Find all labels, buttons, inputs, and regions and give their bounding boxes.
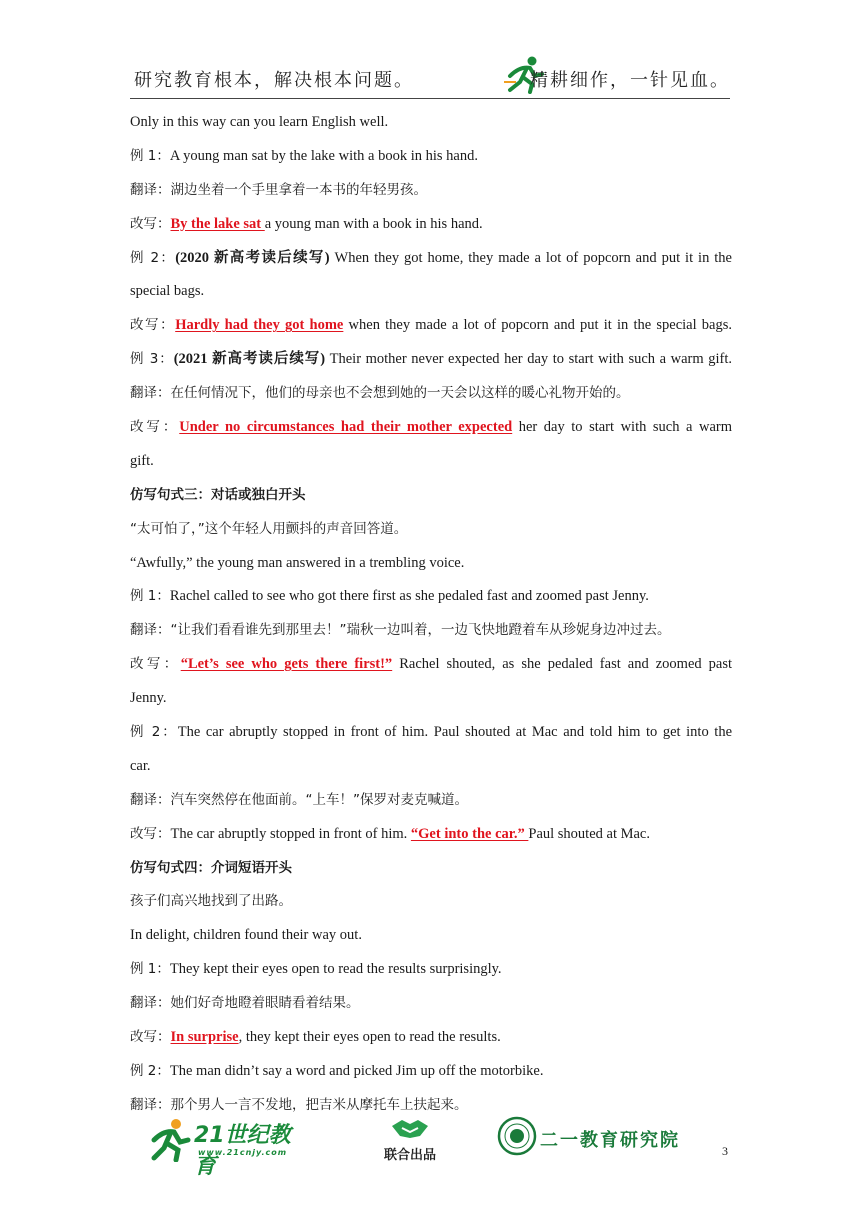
highlighted-rewrite: Under no circumstances had their mother expected	[179, 419, 513, 436]
runner-icon	[150, 1116, 192, 1162]
text-run: Rachel called to see who got there first as she pedaled fast and zoomed past Jenny.	[169, 588, 649, 605]
text-line	[130, 479, 732, 513]
21cnjy-logo	[150, 1116, 310, 1179]
text-run: “太可怕了，”这个年轻人用颤抖的声音回答道。	[130, 520, 408, 537]
text-run: 例 2：	[130, 249, 176, 266]
text-line	[130, 242, 732, 276]
text-line	[130, 682, 732, 716]
text-line	[130, 1021, 732, 1055]
text-run: Paul shouted at Mac.	[528, 825, 650, 842]
text-run: 翻译：“让我们看看谁先到那里去！”瑞秋一边叫着，一边飞快地蹬着车从珍妮身边冲过去。	[130, 622, 671, 639]
text-run: 翻译：她们好奇地瞪着眼睛看着结果。	[130, 995, 360, 1012]
text-run: special bags.	[130, 283, 205, 300]
text-line	[130, 140, 732, 174]
text-run: 翻译：那个男人一言不发地，把吉米从摩托车上扶起来。	[130, 1096, 468, 1113]
text-line	[130, 648, 732, 682]
text-run: 孩子们高兴地找到了出路。	[130, 893, 292, 910]
highlighted-rewrite: “Get into the car.”	[410, 825, 529, 842]
highlighted-rewrite: “Let’s see who gets there first!”	[180, 656, 393, 673]
text-line	[130, 547, 732, 581]
institute-seal-icon	[497, 1116, 537, 1156]
text-line	[130, 275, 732, 309]
highlighted-rewrite: In surprise	[170, 1029, 239, 1046]
text-line	[130, 309, 732, 343]
text-line	[130, 106, 732, 140]
text-line	[130, 208, 732, 242]
text-run: 翻译：汽车突然停在他面前。“上车！”保罗对麦克喊道。	[130, 791, 468, 808]
logo-text: 21世纪教育	[194, 1123, 291, 1179]
text-run: 改写：	[130, 1029, 171, 1046]
text-run: 例 1：	[130, 961, 170, 978]
text-line	[130, 750, 732, 784]
text-line	[130, 580, 732, 614]
text-run: , they kept their eyes open to read the results.	[238, 1029, 501, 1046]
text-run: 翻译：在任何情况下，他们的母亲也不会想到她的一天会以这样的暖心礼物开始的。	[130, 385, 630, 402]
text-run: In delight, children found their way out.	[130, 927, 362, 944]
highlighted-rewrite: By the lake sat	[170, 215, 265, 232]
text-line	[130, 885, 732, 919]
text-run: 翻译：湖边坐着一个手里拿着一本书的年轻男孩。	[130, 181, 427, 198]
text-line	[130, 953, 732, 987]
text-run: 仿写句式三：对话或独白开头	[130, 486, 306, 503]
text-line	[130, 987, 732, 1021]
text-run: The car abruptly stopped in front of him. Paul shouted at Mac and told him to get into the	[177, 724, 732, 741]
text-line	[130, 784, 732, 818]
text-run: 例 2：	[130, 1062, 170, 1079]
text-run: gift.	[130, 452, 154, 469]
text-run: 改写：	[130, 317, 176, 334]
text-line	[130, 411, 732, 445]
text-run: (2020 新高考读后续写)	[175, 249, 330, 266]
highlighted-rewrite: Hardly had they got home	[175, 317, 344, 334]
text-run: They kept their eyes open to read the results surprisingly.	[169, 961, 502, 978]
logo-url: www.21cnjy.com	[198, 1148, 288, 1157]
text-line	[130, 614, 732, 648]
text-run: a young man with a book in his hand.	[264, 215, 483, 232]
text-run: 例 3：	[130, 351, 174, 368]
text-run: Rachel shouted, as she pedaled fast and zoomed past	[392, 656, 732, 673]
header-left-slogan: 研究教育根本，解决根本问题。	[134, 70, 414, 91]
text-line	[130, 513, 732, 547]
text-line	[130, 818, 732, 852]
text-run: 改写：	[130, 419, 180, 436]
page-header	[130, 52, 730, 99]
text-run: Only in this way can you learn English well.	[130, 114, 389, 130]
page-number: 3	[722, 1144, 728, 1158]
text-line	[130, 852, 732, 886]
text-run: 改写：	[130, 215, 171, 232]
text-run: (2021 新高考读后续写)	[173, 351, 326, 368]
text-run: Jenny.	[130, 690, 167, 707]
text-run: Their mother never expected her day to start with such a warm gift.	[325, 351, 732, 368]
text-run: her day to start with such a warm	[512, 419, 732, 436]
joint-production-mark	[370, 1114, 460, 1166]
text-run: car.	[130, 757, 151, 774]
text-run: 改写：	[130, 825, 171, 842]
text-run: 改写：	[130, 656, 181, 673]
page-footer	[0, 1110, 860, 1179]
header-right-slogan: 精耕细作，一针见血。	[530, 70, 730, 91]
text-line	[130, 919, 732, 953]
text-run: The car abruptly stopped in front of him.	[170, 825, 411, 842]
text-run: 例 2：	[130, 724, 178, 741]
text-line	[130, 377, 732, 411]
institute-name: 二一教育研究院	[540, 1130, 680, 1151]
text-run: 例 1：	[130, 588, 170, 605]
text-line	[130, 343, 732, 377]
text-run: When they got home, they made a lot of popcorn and put it in the	[329, 249, 732, 266]
joint-label: 联合出品	[383, 1148, 436, 1163]
text-run: when they made a lot of popcorn and put it in the special bags.	[343, 317, 732, 334]
text-run: The man didn’t say a word and picked Jim up off the motorbike.	[169, 1062, 544, 1079]
text-run: 例 1：	[130, 147, 170, 164]
text-run: 仿写句式四：介词短语开头	[130, 859, 292, 876]
text-line	[130, 445, 732, 479]
text-line	[130, 1055, 732, 1089]
text-line	[130, 174, 732, 208]
text-run: A young man sat by the lake with a book in his hand.	[169, 147, 478, 164]
document-body	[130, 106, 732, 1123]
text-run: “Awfully,” the young man answered in a trembling voice.	[130, 554, 465, 571]
text-line	[130, 716, 732, 750]
handshake-icon	[390, 1114, 430, 1142]
